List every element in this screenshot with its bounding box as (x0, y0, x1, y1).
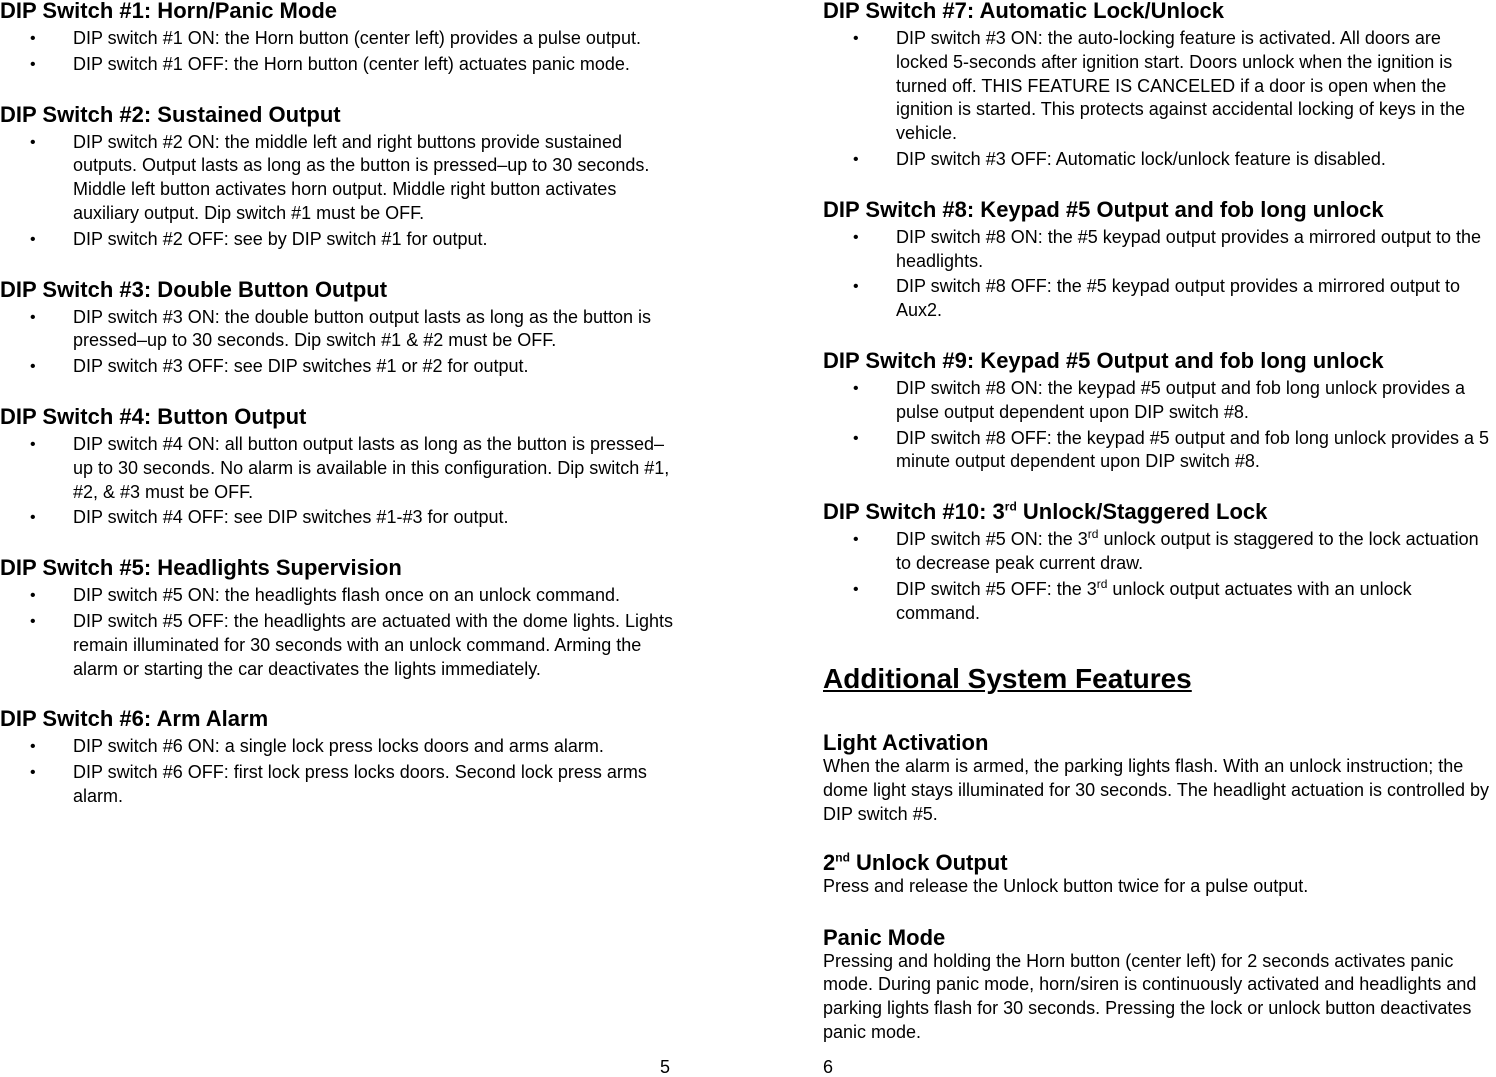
bullet-list (823, 27, 1496, 172)
bullet-icon: • (30, 308, 36, 326)
section-title: DIP Switch #8: Keypad #5 Output and fob long unlock (823, 196, 1384, 222)
bullet-list (823, 528, 1496, 625)
list-item-text: DIP switch #1 OFF: the Horn button (center left) actuates panic mode. (73, 53, 630, 74)
list-item (823, 148, 1496, 172)
bullet-icon: • (853, 531, 859, 549)
list-item-text: DIP switch #3 ON: the auto-locking feature is activated. All doors are locked 5-seconds after ignition start. Doors unlock when the ignition is turned off. THIS FEATURE IS CANCELED if a door is open when the ignition is started. This protects against accidental locking of keys in the vehicle. (896, 28, 1465, 144)
section-title: DIP Switch #1: Horn/Panic Mode (0, 0, 337, 23)
section-title: DIP Switch #9: Keypad #5 Output and fob long unlock (823, 347, 1384, 373)
list-item-text: DIP switch #2 OFF: see by DIP switch #1 for output. (73, 228, 488, 249)
list-item (823, 275, 1496, 323)
list-item-text: unlock output actuates with an unlock command. (896, 578, 1412, 623)
bullet-icon: • (30, 55, 36, 73)
bullet-icon: • (853, 150, 859, 168)
bullet-list (0, 131, 680, 252)
title-part: Unlock/Staggered Lock (1016, 499, 1268, 525)
bullet-list (0, 27, 680, 77)
list-item-text: DIP switch #4 OFF: see DIP switches #1-#3 for output. (73, 507, 509, 528)
bullet-list (823, 377, 1496, 474)
dip-switch-5-section (0, 557, 680, 681)
list-item-text: DIP switch #5 OFF: the headlights are actuated with the dome lights. Lights remain illuminated for 30 seconds with an unlock command. Arming the alarm or starting the car deactivates the lights immediately. (73, 610, 673, 679)
list-item (0, 584, 680, 608)
bullet-icon: • (853, 580, 859, 598)
feature-title: Light Activation (823, 730, 989, 756)
list-item-text: DIP switch #8 ON: the #5 keypad output provides a mirrored output to the headlights. (896, 226, 1481, 271)
list-item-text: DIP switch #8 OFF: the keypad #5 output and fob long unlock provides a 5 minute output dependent upon DIP switch #8. (896, 427, 1490, 472)
feature-body: Press and release the Unlock button twice for a pulse output. (823, 875, 1309, 896)
list-item (0, 228, 680, 252)
list-item-text: DIP switch #5 ON: the 3 (896, 529, 1088, 550)
list-item (0, 131, 680, 226)
list-item-text: DIP switch #6 OFF: first lock press locks doors. Second lock press arms alarm. (73, 762, 647, 806)
bullet-icon: • (853, 30, 859, 47)
list-item (0, 306, 680, 354)
dip-switch-7-section (823, 0, 1496, 172)
section-title (823, 501, 1496, 523)
section-title: DIP Switch #2: Sustained Output (0, 101, 341, 127)
bullet-icon: • (853, 278, 859, 296)
bullet-icon: • (853, 228, 859, 246)
section-title: DIP Switch #3: Double Button Output (0, 276, 388, 302)
list-item (823, 528, 1496, 576)
list-item (823, 427, 1496, 475)
superscript: rd (1096, 576, 1108, 591)
bullet-list (0, 433, 680, 530)
superscript: nd (835, 850, 850, 865)
section-title: DIP Switch #7: Automatic Lock/Unlock (823, 0, 1224, 23)
left-page (0, 0, 680, 811)
section-title: DIP Switch #6: Arm Alarm (0, 706, 269, 732)
bullet-icon: • (30, 612, 36, 630)
bullet-icon: • (30, 764, 36, 782)
dip-switch-9-section (823, 347, 1496, 474)
dip-switch-6-section (0, 708, 680, 808)
dip-switch-10-section (823, 501, 1496, 625)
dip-switch-4-section (0, 403, 680, 530)
list-item (0, 610, 680, 681)
right-page (823, 0, 1496, 1045)
list-item-text: DIP switch #5 ON: the headlights flash once on an unlock command. (73, 585, 620, 606)
page-number-left: 5 (660, 1057, 671, 1077)
list-item-text: DIP switch #3 OFF: Automatic lock/unlock feature is disabled. (896, 148, 1386, 169)
title-part: 2 (823, 849, 836, 875)
bullet-list (0, 584, 680, 681)
bullet-icon: • (853, 379, 859, 397)
dip-switch-8-section (823, 196, 1496, 323)
dip-switch-3-section (0, 276, 680, 379)
feature-title (823, 851, 1496, 875)
light-activation-section (823, 731, 1496, 826)
list-item-text: DIP switch #1 ON: the Horn button (center left) provides a pulse output. (73, 28, 641, 48)
bullet-icon: • (30, 738, 36, 756)
bullet-icon: • (30, 587, 36, 605)
list-item-text: DIP switch #8 OFF: the #5 keypad output provides a mirrored output to Aux2. (896, 276, 1460, 321)
list-item-text: DIP switch #4 ON: all button output lasts as long as the button is pressed–up to 30 seconds. No alarm is available in this configuration. Dip switch #1, #2, & #3 must be OFF. (73, 433, 670, 502)
bullet-icon: • (30, 509, 36, 527)
feature-body: Pressing and holding the Horn button (center left) for 2 seconds activates panic mode. During panic mode, horn/siren is continuously activated and headlights and parking lights flash for 30 seconds. Pressing the lock or unlock button deactivates panic mode. (823, 950, 1477, 1042)
bullet-list (0, 735, 680, 808)
list-item-text: DIP switch #3 ON: the double button output lasts as long as the button is pressed–up to 30 seconds. Dip switch #1 & #2 must be OFF. (73, 306, 652, 351)
dip-switch-2-section (0, 101, 680, 252)
list-item (0, 53, 680, 77)
list-item (0, 735, 680, 759)
list-item-text: DIP switch #3 OFF: see DIP switches #1 or #2 for output. (73, 356, 529, 377)
list-item (0, 433, 680, 504)
list-item (823, 578, 1496, 626)
title-part: Unlock Output (849, 849, 1008, 875)
page-number-right: 6 (823, 1057, 834, 1077)
bullet-list (823, 226, 1496, 323)
feature-body: When the alarm is armed, the parking lights flash. With an unlock instruction; the dome light stays illuminated for 30 seconds. The headlight actuation is controlled by DIP switch #5. (823, 756, 1490, 824)
list-item-text: DIP switch #5 OFF: the 3 (896, 578, 1097, 599)
bullet-icon: • (30, 30, 36, 47)
section-title: DIP Switch #5: Headlights Supervision (0, 555, 402, 581)
list-item (823, 377, 1496, 425)
second-unlock-section (823, 851, 1496, 899)
additional-features-title: Additional System Features (823, 663, 1192, 695)
feature-title: Panic Mode (823, 924, 946, 950)
list-item (823, 226, 1496, 274)
bullet-icon: • (30, 435, 36, 453)
superscript: rd (1087, 527, 1099, 542)
superscript: rd (1004, 499, 1017, 514)
section-title: DIP Switch #4: Button Output (0, 403, 307, 429)
bullet-icon: • (853, 429, 859, 447)
list-item-text: DIP switch #8 ON: the keypad #5 output and fob long unlock provides a pulse output dependent upon DIP switch #8. (896, 377, 1466, 422)
list-item (0, 355, 680, 379)
list-item (0, 761, 680, 809)
panic-mode-section (823, 926, 1496, 1045)
list-item (823, 27, 1496, 146)
title-part: DIP Switch #10: 3 (823, 499, 1005, 525)
dip-switch-1-section (0, 0, 680, 77)
bullet-icon: • (30, 358, 36, 376)
list-item (0, 27, 680, 51)
list-item-text: unlock output is staggered to the lock actuation to decrease peak current draw. (896, 529, 1479, 573)
list-item-text: DIP switch #6 ON: a single lock press locks doors and arms alarm. (73, 736, 604, 757)
bullet-icon: • (30, 230, 36, 248)
bullet-list (0, 306, 680, 379)
list-item-text: DIP switch #2 ON: the middle left and right buttons provide sustained outputs. Output lasts as long as the button is pressed–up to 30 seconds. Middle left button activates horn output. Middle right button activates auxiliary output. Dip switch #1 must be OFF. (73, 131, 650, 223)
list-item (0, 506, 680, 530)
bullet-icon: • (30, 133, 36, 151)
